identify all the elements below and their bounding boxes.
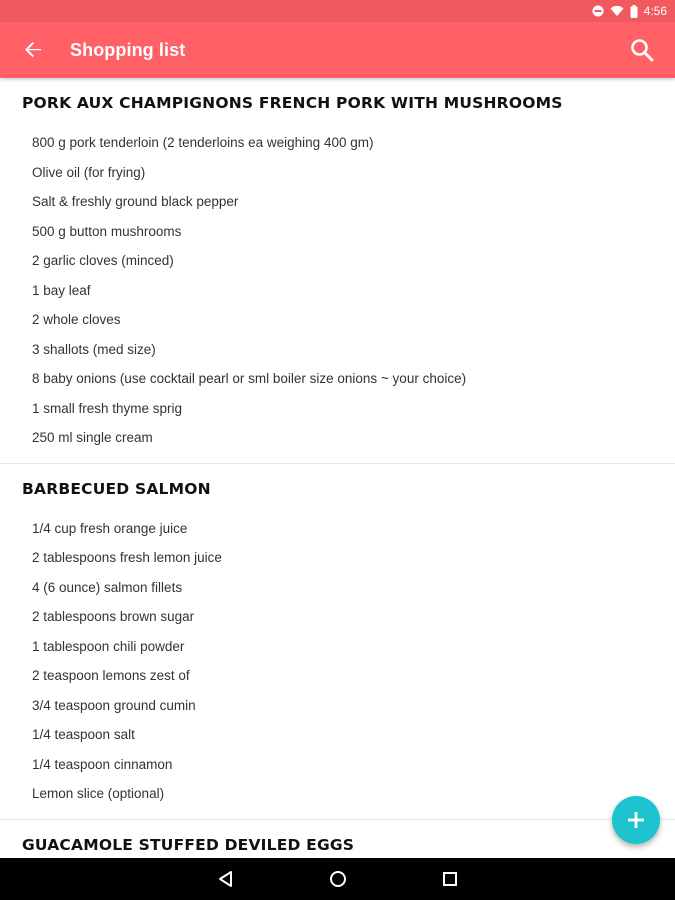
do-not-disturb-icon (592, 5, 604, 17)
ingredient-item[interactable]: 250 ml single cream (32, 430, 153, 445)
ingredient-item[interactable]: 2 tablespoons fresh lemon juice (32, 550, 222, 565)
nav-back-button[interactable] (214, 867, 238, 891)
recipe-card (0, 78, 675, 464)
ingredient-item[interactable]: 800 g pork tenderloin (2 tenderloins ea weighing 400 gm) (32, 135, 374, 150)
add-item-button[interactable] (612, 796, 660, 844)
system-nav-bar (0, 858, 675, 900)
plus-icon (627, 811, 645, 829)
recipe-title[interactable]: GUACAMOLE STUFFED DEVILED EGGS (22, 835, 355, 854)
back-triangle-icon (217, 870, 235, 888)
recipe-card (0, 464, 675, 820)
ingredient-list (0, 124, 675, 453)
arrow-back-icon (24, 41, 42, 59)
back-button[interactable] (21, 38, 45, 62)
search-icon (629, 37, 655, 63)
ingredient-item[interactable]: 1/4 cup fresh orange juice (32, 520, 188, 536)
ingredient-item[interactable]: 3/4 teaspoon ground cumin (32, 697, 196, 713)
status-time: 4:56 (643, 4, 667, 18)
ingredient-item[interactable]: 1/4 teaspoon salt (32, 727, 135, 742)
recents-square-icon (441, 870, 459, 888)
ingredient-item[interactable]: Lemon slice (optional) (32, 786, 165, 801)
ingredient-item[interactable]: 2 teaspoon lemons zest of (32, 668, 190, 683)
nav-home-button[interactable] (326, 867, 350, 891)
ingredient-item[interactable]: 8 baby onions (use cocktail pearl or sml boiler size onions ~ your choice) (32, 371, 467, 386)
shopping-list[interactable] (0, 78, 675, 858)
ingredient-item[interactable]: 1 tablespoon chili powder (32, 638, 185, 654)
nav-recents-button[interactable] (438, 867, 462, 891)
ingredient-item[interactable]: 1/4 teaspoon cinnamon (32, 756, 173, 772)
search-button[interactable] (629, 37, 655, 63)
battery-icon (630, 5, 638, 18)
ingredient-item[interactable]: 1 small fresh thyme sprig (32, 400, 183, 416)
ingredient-item[interactable]: 1 bay leaf (32, 282, 91, 298)
recipe-title[interactable]: BARBECUED SALMON (22, 479, 211, 498)
wifi-icon (610, 5, 624, 17)
app-bar (0, 22, 675, 78)
page-title: Shopping list (70, 39, 186, 60)
recipe-title[interactable]: PORK AUX CHAMPIGNONS FRENCH PORK WITH MUSHROOMS (22, 94, 563, 112)
ingredient-item[interactable]: 500 g button mushrooms (32, 223, 182, 239)
ingredient-item[interactable]: Salt & freshly ground black pepper (32, 194, 239, 209)
ingredient-item[interactable]: 4 (6 ounce) salmon fillets (32, 579, 183, 595)
ingredient-item[interactable]: Olive oil (for frying) (32, 164, 146, 180)
ingredient-item[interactable]: 3 shallots (med size) (32, 341, 156, 357)
recipe-card (0, 820, 675, 859)
status-bar (0, 0, 675, 22)
ingredient-list (0, 510, 675, 809)
ingredient-item[interactable]: 2 tablespoons brown sugar (32, 609, 195, 624)
ingredient-item[interactable]: 2 whole cloves (32, 312, 121, 327)
home-circle-icon (329, 870, 347, 888)
ingredient-item[interactable]: 2 garlic cloves (minced) (32, 253, 174, 268)
